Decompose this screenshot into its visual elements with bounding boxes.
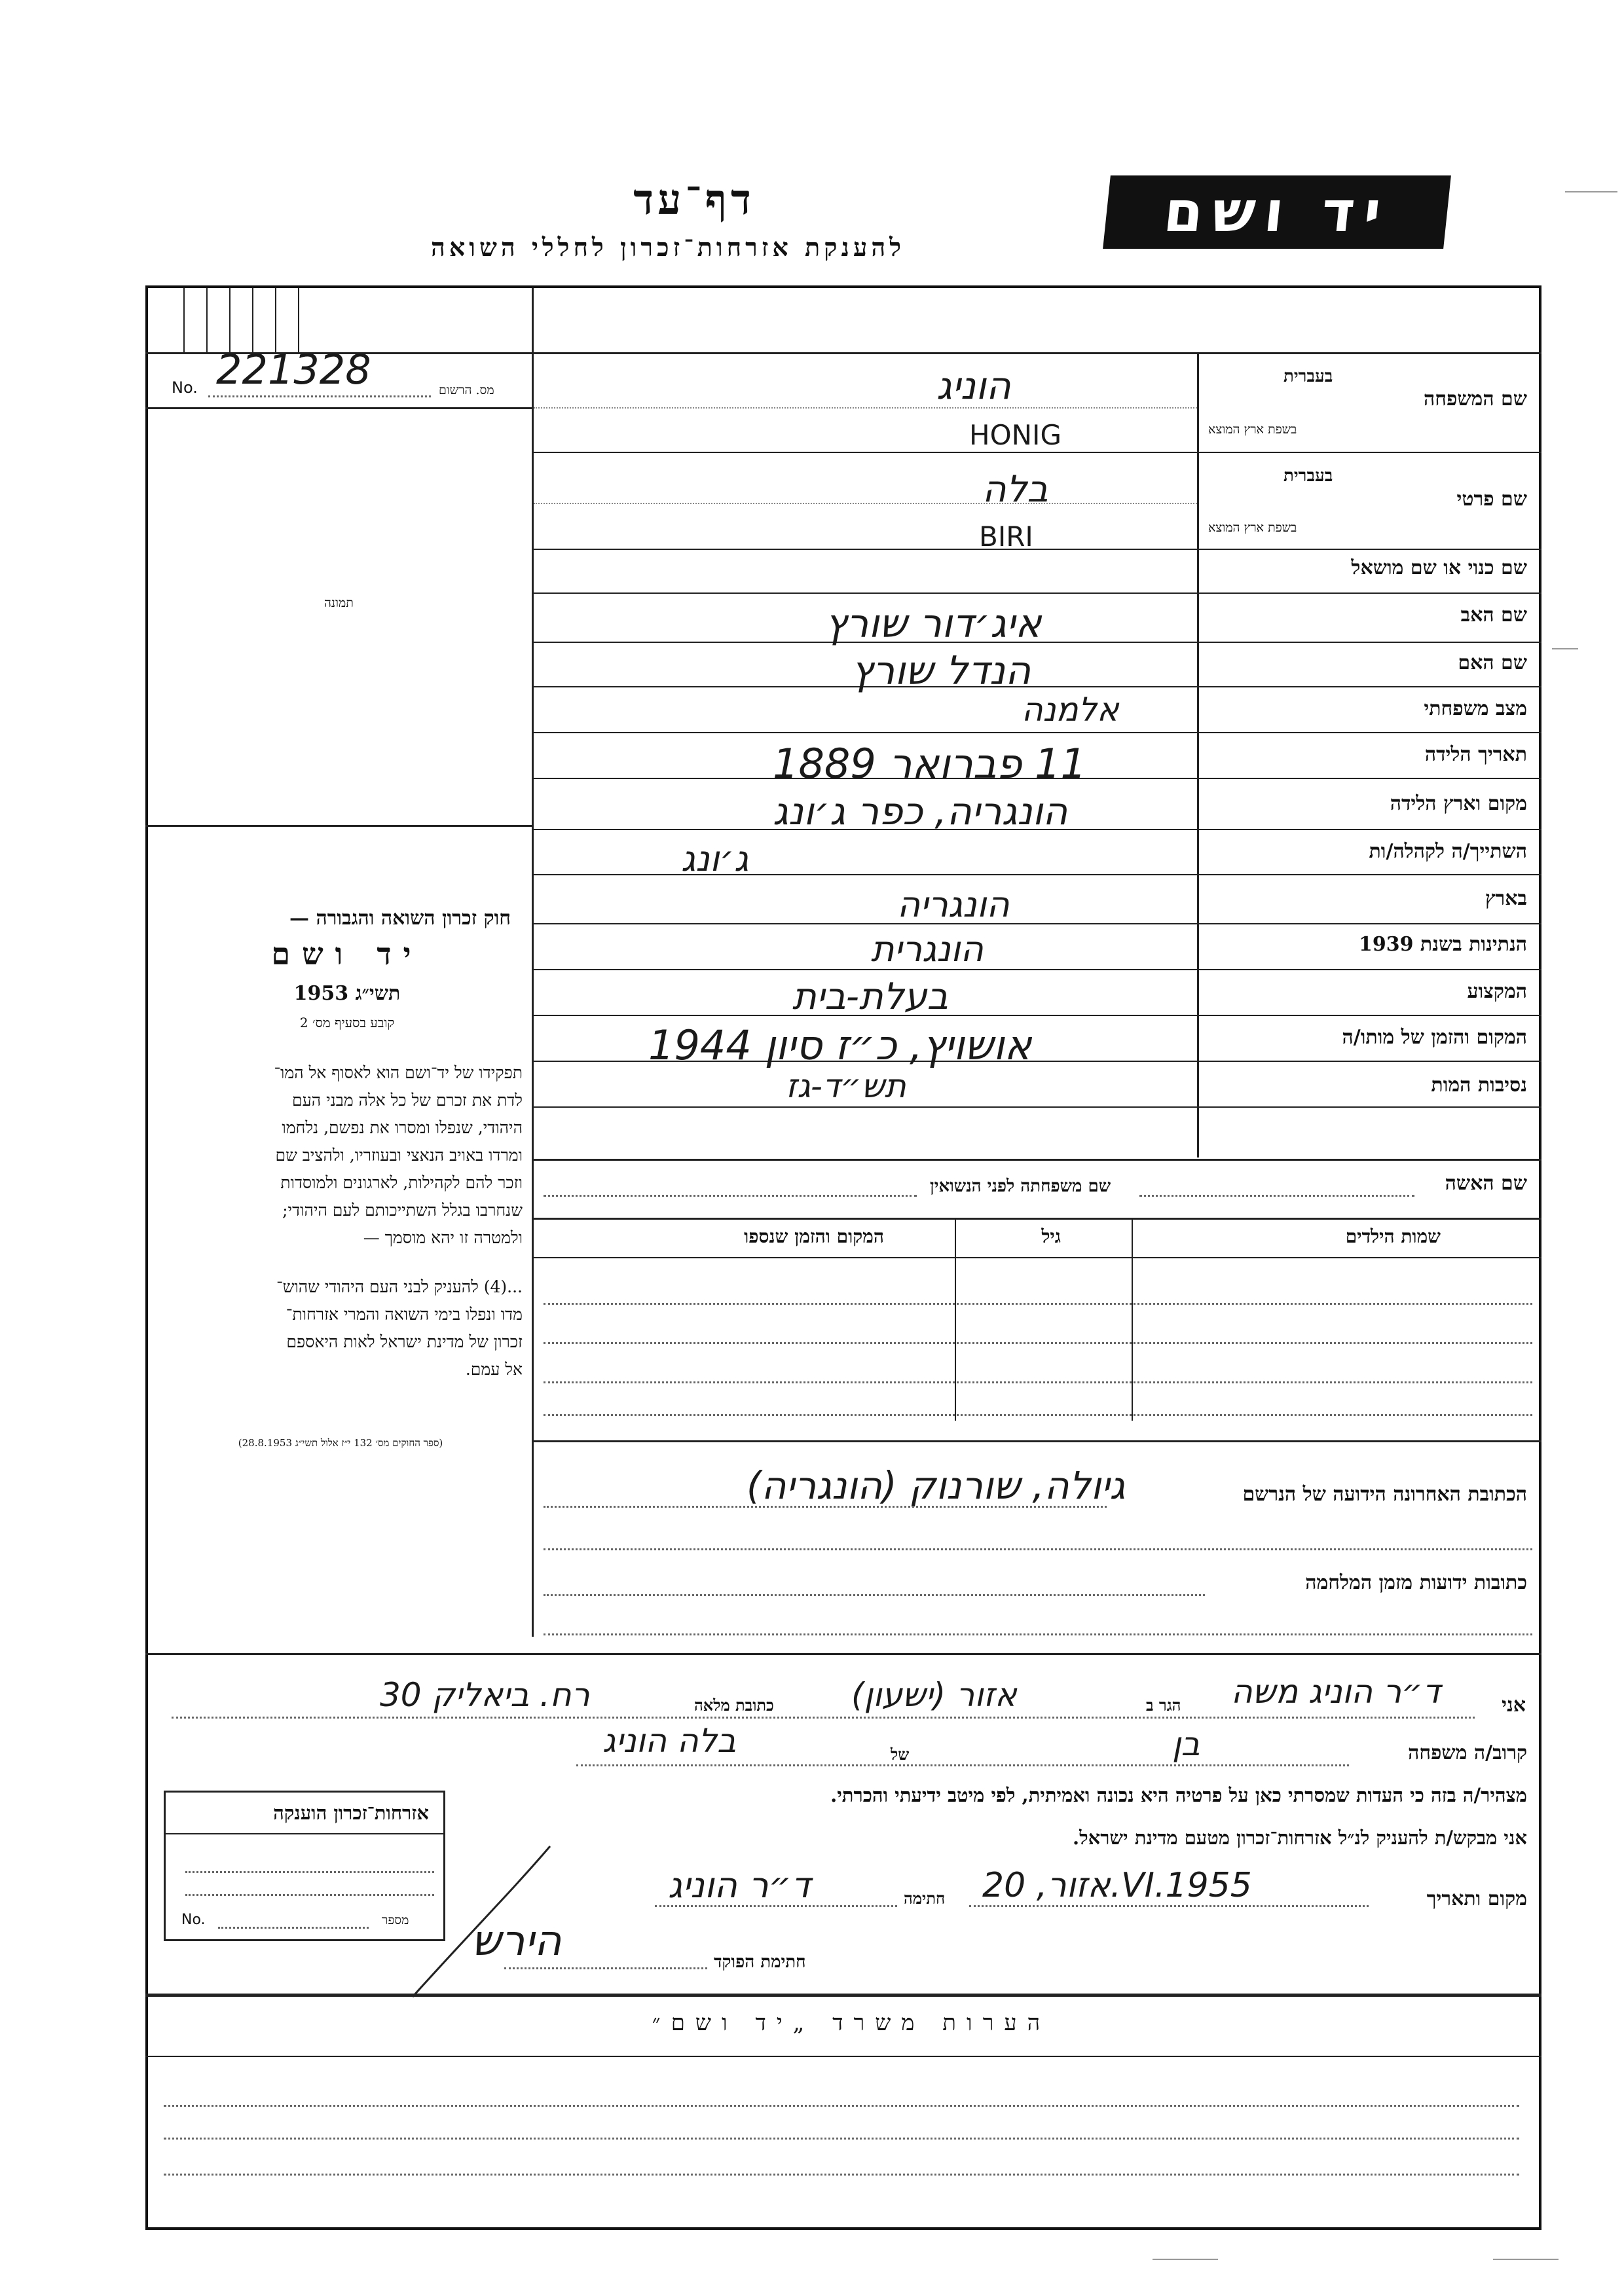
birth-date-label: תאריך הלידה: [1424, 743, 1527, 766]
occupation-label: המקצוע: [1467, 980, 1527, 1003]
death-place-value: אושויץ, כ״ז סיון 1944: [648, 1021, 1032, 1069]
logo-text: יד ושם: [1160, 179, 1393, 245]
community-label: השתייך/ה לקהלה/ות: [1369, 840, 1527, 863]
children-col-names: שמות הילדים: [1345, 1226, 1441, 1247]
margin-mark: [1493, 2259, 1559, 2260]
declaration-statement: מצהיר/ה בזה כי העדות שמסרתי כאן על פרטיה היא נכונה ואמיתית, לפי מיטב ידיעתי והכרתי.: [830, 1784, 1527, 1806]
table-row: [544, 1342, 1532, 1344]
occupation-value: בעלת-בית: [792, 975, 948, 1018]
citizenship-box-title: אזרחות־זכרון הוענקה: [273, 1802, 429, 1824]
death-circumstances-value: תש״ד-גז: [786, 1067, 906, 1105]
left-column-divider: [532, 288, 534, 1637]
form-subtitle: להענקת אזרחות־זכרון לחללי השואה: [430, 232, 906, 262]
declarant-name: ד״ר הוניג משה: [1231, 1673, 1441, 1711]
family-name-latin-value: HONIG: [969, 419, 1061, 451]
law-year: תשי״ג 1953: [293, 982, 401, 1005]
marital-status-value: אלמנה: [1022, 691, 1119, 729]
first-name-hebrew-label: בעברית: [1283, 466, 1333, 486]
relation-value: בן: [1172, 1725, 1200, 1763]
spouse-maiden-label: שם משפחתה לפני הנשואין: [930, 1176, 1111, 1196]
table-row: [544, 1381, 1532, 1383]
form-title: דף־עד: [633, 175, 755, 225]
law-paragraph-1: תפקידו של יד־ושם הוא לאסוף אל המו־ לדת את זכרם של כל אלה מבני העם היהודי, שנפלו ומסרו את נפשם, נלחמו ומרדו באויב הנאצי ובעוזריו, ולהציב שם וזכר להם לקהילות, לארגונים ולמוסדות שנחרבו בגלל השתייכותם לעם היהודי; ולמטרה זו יהא מוסמך —: [274, 1063, 523, 1247]
law-paragraph-2: ...(4) להעניק לבני העם היהודי שהוש־ מדו ונפלו בימי השואה והמרי אזרחות־ זכרון של מדינת ישראל לאות היאספם אל עמם.: [276, 1277, 523, 1379]
family-name-label: שם המשפחה: [1423, 388, 1527, 410]
first-name-hebrew-value: בלה: [982, 468, 1048, 511]
law-section: קובע בסעיף מס׳ 2: [299, 1015, 395, 1030]
citizenship-1939-value: הונגרית: [871, 928, 984, 970]
declaration-request: אני מבקש/ת להעניק לנ״ל אזרחות־זכרון מטעם מדינת ישראל.: [1073, 1827, 1527, 1849]
table-row: [544, 1414, 1532, 1416]
last-address-value: גיולה, שורנוק (הונגריה): [747, 1463, 1126, 1508]
country-value: הונגריה: [897, 884, 1010, 925]
declarant-city: אזור (ישעון): [851, 1676, 1017, 1714]
logo: [1103, 175, 1451, 249]
table-row: [544, 1303, 1532, 1305]
photo-label: תמונה: [324, 596, 354, 610]
officer-signature-label: חתימת הפוקד: [714, 1952, 806, 1972]
office-notes-title: הערות משרד „יד ושם״: [652, 2010, 1051, 2036]
registration-no-prefix: No.: [172, 378, 198, 397]
margin-mark: [1565, 191, 1617, 192]
law-name: יד ושם: [271, 936, 423, 972]
first-name-origin-label: בשפת ארץ המוצא: [1208, 520, 1297, 535]
place-date-label: מקום ותאריך: [1426, 1887, 1527, 1910]
birth-place-label: מקום וארץ הלידה: [1390, 792, 1527, 815]
war-addresses-label: כתובות ידועות מזמן המלחמה: [1305, 1571, 1527, 1594]
first-name-label: שם פרטי: [1456, 488, 1527, 511]
spouse-label: שם האשה: [1445, 1172, 1527, 1195]
of-name-value: בלה הוניג: [602, 1722, 736, 1760]
citizenship-box-number-label: מספר: [382, 1913, 409, 1927]
country-label: בארץ: [1485, 887, 1527, 910]
family-name-origin-label: בשפת ארץ המוצא: [1208, 422, 1297, 437]
children-col-place: המקום והזמן שנספו: [744, 1226, 884, 1247]
citizenship-box-no: No.: [181, 1912, 206, 1928]
family-name-hebrew-value: הוניג: [936, 363, 1011, 408]
margin-mark: [1153, 2259, 1218, 2260]
registration-label: מס. הרשום: [439, 383, 494, 397]
father-name-value: איג׳דור שורץ: [825, 601, 1042, 647]
children-col-age: גיל: [1041, 1226, 1061, 1247]
birth-place-value: הונגריה, כפר ג׳ונג: [773, 789, 1068, 833]
family-name-hebrew-label: בעברית: [1283, 367, 1333, 386]
declaration-i-label: אני: [1502, 1694, 1526, 1717]
margin-mark: [1552, 648, 1578, 649]
community-value: ג׳ונג: [681, 838, 749, 879]
relative-label: קרוב/ה משפחה: [1408, 1741, 1527, 1764]
resides-label: הגר ב: [1146, 1696, 1181, 1715]
law-citation: (ספר החוקים מס׳ 132 י״ז אלול תשי״ג 28.8.1953): [238, 1437, 443, 1449]
declarant-signature: ד״ר הוניג: [668, 1865, 811, 1906]
signature-label: חתימה: [904, 1889, 946, 1908]
first-name-latin-value: BIRI: [979, 520, 1033, 553]
registration-number: 221328: [216, 346, 371, 393]
death-circumstances-label: נסיבות המות: [1431, 1074, 1527, 1097]
declarant-address: רח. ביאליק 30: [380, 1676, 590, 1714]
birth-date-value: 11 פברואר 1889: [773, 740, 1087, 788]
mother-name-value: הנדל שורץ: [851, 648, 1031, 694]
officer-signature: הירש: [471, 1917, 562, 1965]
last-address-label: הכתובת האחרונה הידועה של הנרשם: [1242, 1483, 1527, 1506]
full-address-label: כתובת מלאה: [694, 1696, 774, 1715]
marital-status-label: מצב משפחתי: [1424, 697, 1527, 720]
father-name-label: שם האב: [1460, 604, 1527, 627]
citizenship-1939-label: הנתינות בשנת 1939: [1358, 933, 1527, 956]
mother-name-label: שם האם: [1458, 651, 1527, 674]
of-label: של: [891, 1745, 910, 1764]
nickname-label: שם כנוי או שם מושאל: [1351, 556, 1527, 579]
citizenship-granted-box: [164, 1791, 445, 1941]
law-title: חוק זכרון השואה והגבורה —: [289, 907, 511, 930]
death-place-label: המקום והזמן של מותו/ה: [1342, 1026, 1527, 1049]
place-date-value: אזור, 20.VI.1955: [982, 1866, 1252, 1905]
